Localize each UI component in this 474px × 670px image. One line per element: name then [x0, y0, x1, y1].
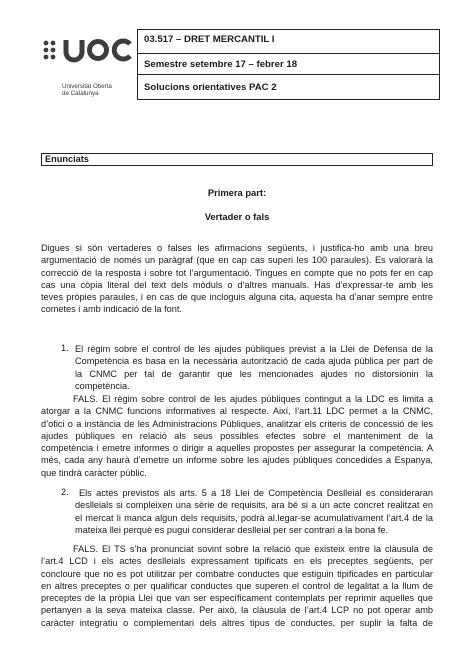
header-box: [137, 29, 440, 100]
logo-sub-line-1: Universitat Oberta: [62, 83, 112, 90]
answer-line: ajudes públiques en relació als seus possibles efectes sobre el manteniment de la: [41, 430, 433, 441]
question-line: Competència es basa en la necessària autorització de cada ajuda pública per part de: [75, 356, 433, 367]
course-title: 03.517 – DRET MERCANTIL I: [144, 34, 275, 45]
question-line: Els actes previstos als arts. 5 a 18 Llei de Competència Deslleial es consideraran: [79, 488, 433, 498]
answer-line: FALS. El TS s’ha pronunciat sovint sobre la relació que existeix entre la clàusula de: [73, 544, 433, 554]
intro-line: correcció de la resposta i sobre tot l’argumentació. Tingues en compte que no pots fer en cap: [41, 267, 433, 278]
answer-line: FALS. El règim sobre control de les ajudes públiques contingut a la LDC es limita a: [73, 394, 433, 404]
intro-line: teves pròpies paraules, i en cas de que incloguis alguna cita, aquesta ha d’anar sempre entre: [41, 292, 433, 303]
uoc-logo-subtitle: [62, 83, 142, 97]
document-title: Solucions orientatives PAC 2: [138, 74, 439, 100]
answer-line: d’ofici o a instància de les Administracions Públiques, analitzar els criteris de concessió de les: [41, 418, 433, 429]
question-line: competència.: [75, 380, 130, 391]
question-1-text: [75, 343, 433, 392]
part-subheading: Vertader o fals: [204, 211, 270, 222]
answer-line: caràcter integratiu o complementari dels altres tipus de conductes, per suplir la falta de: [41, 617, 433, 628]
question-line: el mercat li manca algun dels requisits, podrà al.legar-se acumulativament l’art.4 de la: [75, 512, 433, 523]
answer-line: que tindrà caràcter públic.: [41, 467, 147, 478]
section-heading: Enunciats: [41, 153, 433, 166]
question-line: la CNMC per tal de garantir que les mencionades ajudes no distorsionin la: [75, 368, 433, 379]
answer-line: competència i emetre informes o dirigir a aquelles propostes per assegurar la competència. A: [41, 443, 433, 454]
answer-line: més, cada any haurà d’emetre un informe sobre les ajudes públiques concedides a Espanya,: [41, 455, 433, 466]
question-line: deslleials si compleixen una sèrie de requisits, ara bé si a un acte concret realitzat en: [75, 500, 433, 511]
answer-line: en altres preceptes o per qualificar conductes que superen el control de legalitat a la llum de: [41, 580, 433, 591]
question-line: El règim sobre el control de les ajudes públiques previst a la Llei de Defensa de la: [75, 344, 433, 354]
uoc-logo-mark: [42, 37, 134, 65]
question-1-number: 1.: [61, 343, 69, 353]
answer-line: atorgar a la CNMC funcions informatives al respecte. Així, l’art.11 LDC permet a la CNMC,: [41, 406, 433, 417]
answer-line: concloure que no es pot utilitzar per combatre conductes que estiguin tipificades en particular: [41, 568, 433, 579]
logo-sub-line-2: de Catalunya: [62, 90, 99, 97]
intro-line: argumentació de només un paràgraf (que en cap cas superi les 100 paraules). Es valorarà la: [41, 255, 433, 266]
question-2-text: [75, 487, 433, 536]
intro-line: cas una còpia literal del text dels mòduls o d’altres manuals. Has d’expressar-te amb les: [41, 279, 433, 290]
intro-line: cometes i amb indicació de la font.: [41, 304, 182, 315]
answer-2: [41, 543, 433, 629]
answer-1: [41, 393, 433, 479]
answer-line: pertanyen a la seva mateixa classe. Per això, la clàusula de l’art.4 LCP no pot operar amb: [41, 605, 433, 616]
intro-paragraph: [41, 242, 433, 316]
answer-line: l’art.4 LCD i els actes deslleials expressament tipificats en els preceptes següents, per: [41, 556, 433, 567]
question-line: mateixa llei perquè es pugui considerar deslleial per ser contrari a la bona fe.: [75, 524, 389, 535]
semester-label: Semestre setembre 17 – febrer 18: [138, 53, 439, 73]
part-heading: Primera part:: [207, 187, 267, 198]
answer-line: preceptes de la pròpia Llei que van ser específicament contemplats per reprimir aquelles que: [41, 593, 433, 604]
question-2-number: 2.: [61, 487, 69, 497]
intro-line: Digues si són vertaderes o falses les afirmacions següents, i justifica-ho amb una breu: [41, 243, 433, 253]
uoc-logo: [42, 37, 134, 97]
